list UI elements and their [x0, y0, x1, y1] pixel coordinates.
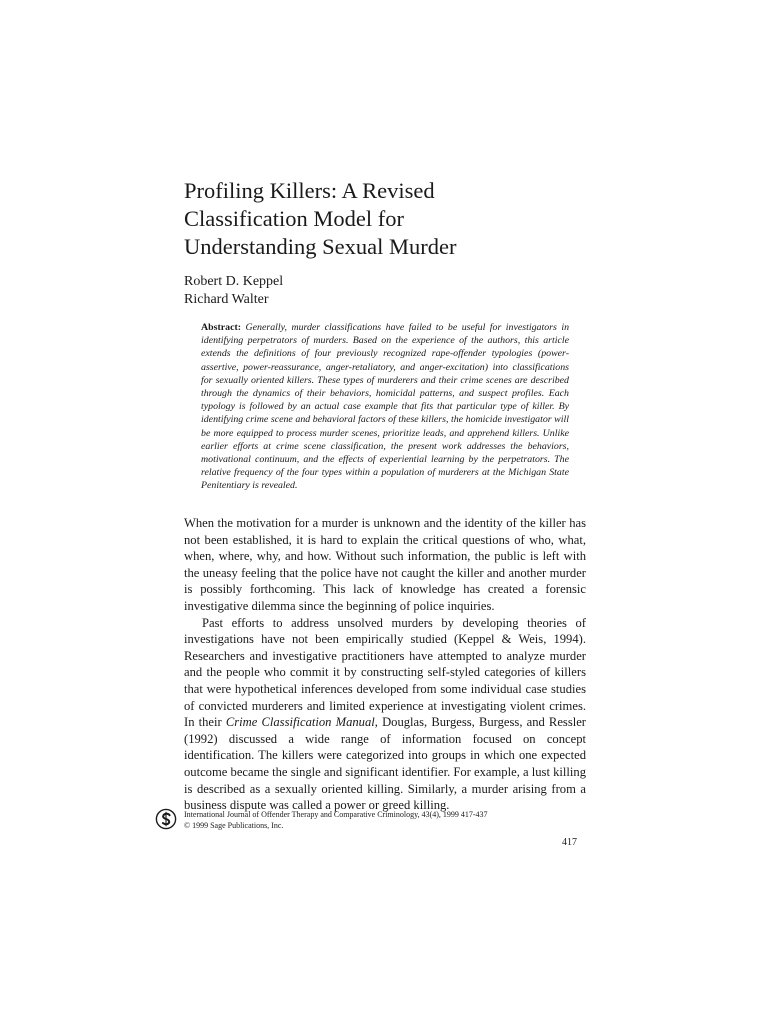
body-paragraph-1: When the motivation for a murder is unknown and the identity of the killer has not been established, it is hard to explain the critical questions of who, what, when, where, why, and how. Without such information, the public is left with the uneasy feeling that the police have not caught the killer and another murder is possibly forthcoming. This lack of knowledge has created a forensic investigative dilemma since the beginning of police inquiries.: [184, 516, 586, 613]
journal-footer: [184, 809, 488, 831]
cited-book-title: Crime Classification Manual: [225, 715, 375, 730]
copyright-notice: © 1999 Sage Publications, Inc.: [184, 821, 284, 830]
sage-publications-logo-icon: [155, 808, 177, 830]
abstract-text: Generally, murder classifications have failed to be useful for investigators in identifying perpetrators of murders. Based on the experience of the authors, this article extends the definitions of four previously recognized rape-offender typologies (power-assertive, power-reassurance, anger-retaliatory, and anger-excitation) into classifications for sexually oriented killers. These types of murderers and their crime scenes are described through the dynamics of their behaviors, homicidal patterns, and suspect profiles. Each typology is followed by an actual case example that fits that particular type of killer. By identifying crime scene and behavioral factors of these killers, the homicide investigator will be more equipped to process murder scenes, prioritize leads, and apprehend killers. Unlike earlier efforts at crime scene classification, the present work addresses the behaviors, motivational continuum, and the effects of experiential learning by the perpetrators. The relative frequency of the four types within a population of murderers at the Michigan State Penitentiary is revealed.: [201, 322, 570, 492]
author-name: Robert D. Keppel: [184, 274, 284, 289]
article-body: [184, 515, 586, 814]
journal-citation: International Journal of Offender Therapy and Comparative Criminology, 43(4), 1999 417-437: [184, 810, 488, 819]
abstract-label: Abstract:: [201, 322, 242, 333]
body-paragraph-2: [184, 615, 586, 814]
title-line-2: Classification Model for: [184, 206, 404, 231]
author-list: [184, 273, 283, 309]
page-number: 417: [562, 837, 577, 848]
abstract: [201, 321, 569, 493]
article-title: [184, 177, 604, 261]
title-line-1: Profiling Killers: A Revised: [184, 178, 435, 203]
body-paragraph-2-text: Past efforts to address unsolved murders by developing theories of investigations have not been empirically studied (Keppel & Weis, 1994). Researchers and investigative practitioners have attempted to analyze murder and the people who commit it by constructing self-styled categories of killers that were hypothetical inferences developed from some individual case studies of convicted murderers and limited experience at investigating violent crimes. In their: [184, 615, 586, 730]
body-paragraph-2-text-end: , Douglas, Burgess, Burgess, and Ressler (1992) discussed a wide range of information focused on concept identification. The killers were categorized into groups in which one expected outcome became the single and significant identifier. For example, a lust killing is described as a sexually oriented killing. Similarly, a murder arising from a business dispute was called a power or greed killing.: [184, 715, 587, 813]
author-name: Richard Walter: [184, 292, 269, 307]
title-line-3: Understanding Sexual Murder: [184, 234, 457, 259]
